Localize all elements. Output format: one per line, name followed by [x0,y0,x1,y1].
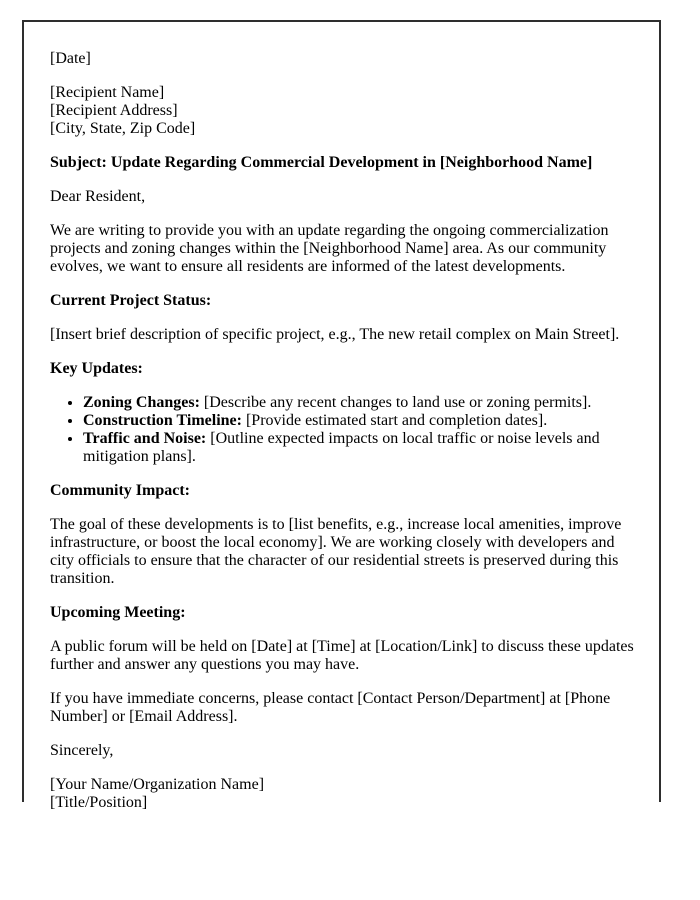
closing: Sincerely, [50,742,114,759]
signature-name-line: [Your Name/Organization Name] [50,776,265,793]
upcoming-meeting-body: A public forum will be held on [Date] at [Time] at [Location/Link] to discuss these updates further and answer any questions you may have. [50,638,634,673]
list-item-zoning-changes [83,394,640,412]
signature-block [50,776,640,812]
heading-upcoming-meeting: Upcoming Meeting: [50,604,186,621]
list-item-traffic-and-noise [83,430,640,466]
contact-paragraph: If you have immediate concerns, please contact [Contact Person/Department] at [Phone Number] or [Email Address]. [50,690,611,725]
heading-community-impact: Community Impact: [50,482,190,499]
letter-paper [22,20,661,811]
date-line: [Date] [50,50,91,67]
current-project-status-body: [Insert brief description of specific project, e.g., The new retail complex on Main Street]. [50,326,620,343]
recipient-address-line: [Recipient Address] [50,102,178,119]
bullet-text: [Describe any recent changes to land use or zoning permits]. [199,394,592,411]
recipient-city-line: [City, State, Zip Code] [50,120,196,137]
recipient-block [50,84,640,138]
bullet-text: [Provide estimated start and completion dates]. [241,412,548,429]
list-item-construction-timeline [83,412,640,430]
key-updates-list [50,394,640,466]
bullet-label: Construction Timeline: [83,412,242,429]
recipient-name-line: [Recipient Name] [50,84,165,101]
subject-line: Subject: Update Regarding Commercial Development in [Neighborhood Name] [50,154,593,171]
signature-title-line: [Title/Position] [50,794,148,811]
bullet-label: Traffic and Noise: [83,430,207,447]
heading-current-project-status: Current Project Status: [50,292,212,309]
intro-paragraph: We are writing to provide you with an update regarding the ongoing commercialization projects and zoning changes within the [Neighborhood Name] area. As our community evolves, we want to ensure all residents are informed of the latest developments. [50,222,609,275]
community-impact-body: The goal of these developments is to [list benefits, e.g., increase local amenities, improve infrastructure, or boost the local economy]. We are working closely with developers and city officials to ensure that the character of our residential streets is preserved during this transition. [50,516,622,587]
salutation: Dear Resident, [50,188,146,205]
heading-key-updates: Key Updates: [50,360,143,377]
bullet-text: [Outline expected impacts on local traffic or noise levels and mitigation plans]. [83,430,600,465]
bullet-label: Zoning Changes: [83,394,200,411]
